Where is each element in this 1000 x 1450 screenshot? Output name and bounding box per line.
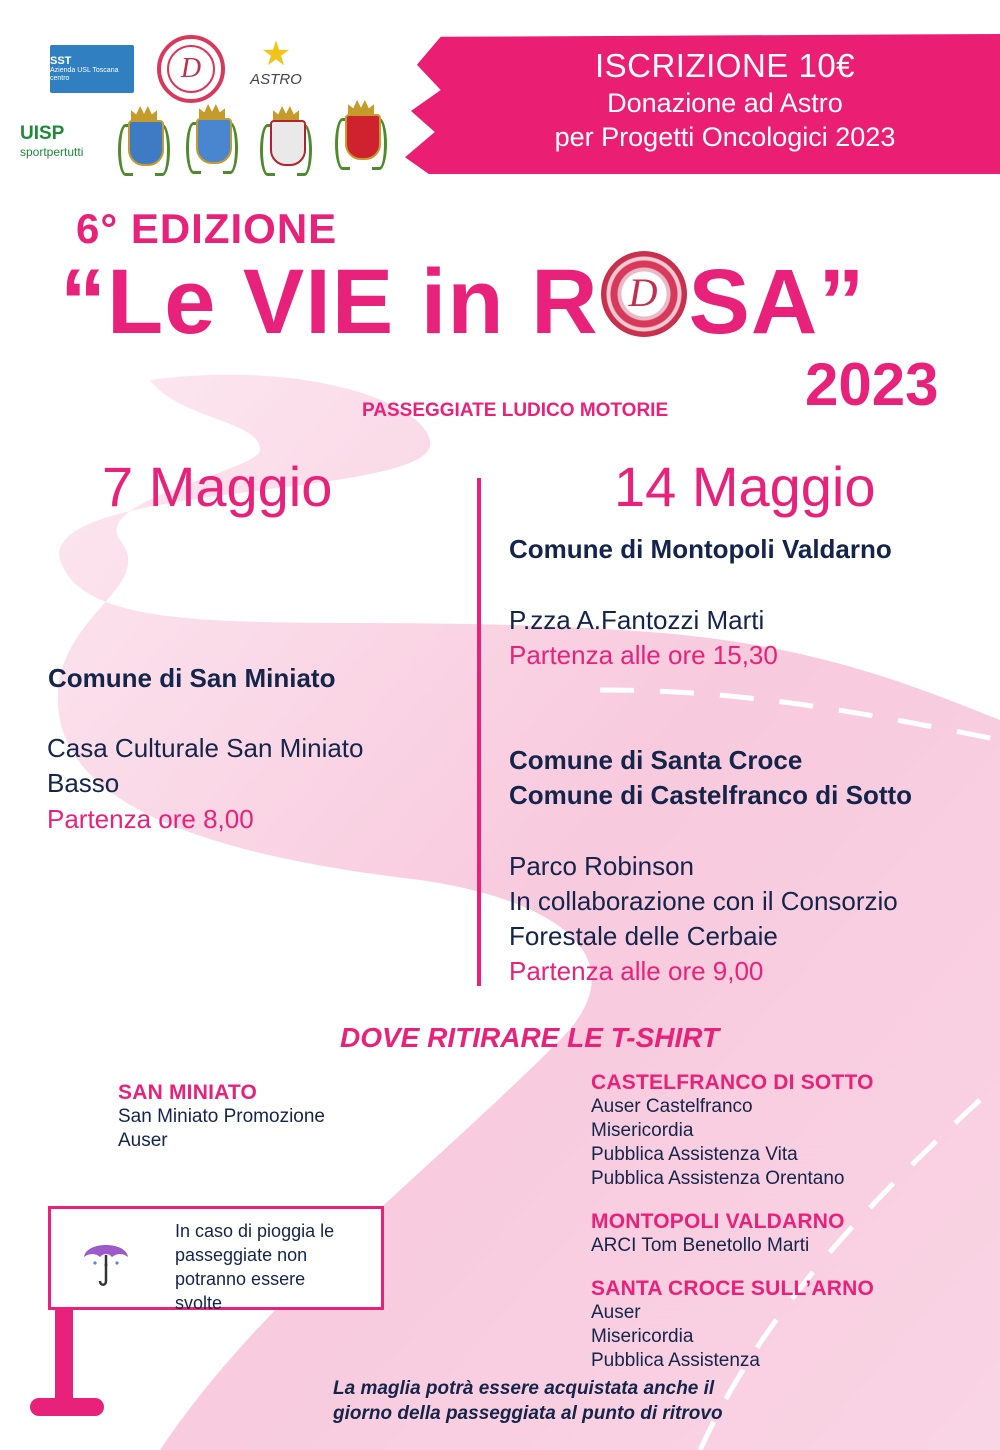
date-left: 7 Maggio xyxy=(102,455,333,518)
registration-text xyxy=(500,46,950,154)
left-start-time: Partenza ore 8,00 xyxy=(47,804,254,834)
right-comune-group: Comune di Santa Croce Comune di Castelfranco di Sotto xyxy=(509,745,913,810)
right-place-robinson: Parco Robinson In collaborazione con il Consorzio Forestale delle Cerbaie xyxy=(509,851,898,951)
tshirt-castelfranco: CASTELFRANCO DI SOTTO Auser Castelfranco Misericordia Pubblica Assistenza Vita Pubblica Assistenza Orentano xyxy=(591,1071,874,1189)
sst-logo: SST Azienda USL Toscana centro xyxy=(50,45,134,93)
sign-pole xyxy=(55,1310,73,1406)
date-right: 14 Maggio xyxy=(614,455,876,518)
edition-label: 6° EDIZIONE xyxy=(76,205,338,252)
footer-note: La maglia potrà essere acquistata anche il giorno della passeggiata al punto di ritrovo xyxy=(333,1378,723,1424)
tshirt-santa-croce: SANTA CROCE SULL’ARNO Auser Misericordia Pubblica Assistenza xyxy=(591,1277,875,1371)
star-icon: ★ xyxy=(260,34,292,73)
event-year: 2023 xyxy=(805,351,939,418)
column-divider xyxy=(477,478,481,986)
tshirt-montopoli: MONTOPOLI VALDARNO ARCI Tom Benetollo Marti xyxy=(591,1210,845,1256)
astro-logo: ★ ASTRO xyxy=(250,34,302,88)
right-start-montopoli: Partenza alle ore 15,30 xyxy=(509,640,778,670)
event-title: “Le VIE in R D SA” xyxy=(60,251,866,353)
crest-icon xyxy=(184,102,240,176)
crest-icon xyxy=(333,98,389,172)
crest-icon xyxy=(116,104,172,178)
d-logo: D xyxy=(157,35,225,103)
registration-fee: ISCRIZIONE 10€ xyxy=(594,47,856,84)
tshirt-san-miniato: SAN MINIATO San Miniato Promozione Auser xyxy=(118,1081,325,1151)
right-start-robinson: Partenza alle ore 9,00 xyxy=(509,956,764,986)
sign-base xyxy=(30,1398,104,1416)
crest-icon xyxy=(258,104,314,178)
umbrella-icon xyxy=(81,1233,131,1293)
rain-notice-sign xyxy=(48,1206,384,1313)
project-line: per Progetti Oncologici 2023 xyxy=(554,122,896,152)
left-place: Casa Culturale San Miniato Basso xyxy=(47,733,364,798)
left-comune: Comune di San Miniato xyxy=(48,663,336,693)
donation-line: Donazione ad Astro xyxy=(607,88,843,118)
right-comune-montopoli: Comune di Montopoli Valdarno xyxy=(509,534,892,564)
rosa-logo-icon: D xyxy=(601,251,687,337)
tshirt-title: DOVE RITIRARE LE T-SHIRT xyxy=(340,1022,720,1053)
right-place-montopoli: P.zza A.Fantozzi Marti xyxy=(509,605,765,635)
uisp-logo: UISP sportpertutti xyxy=(20,123,84,159)
event-subtitle: PASSEGGIATE LUDICO MOTORIE xyxy=(362,400,669,421)
rain-notice-text: In caso di pioggia le passeggiate non potranno essere svolte xyxy=(175,1221,335,1313)
